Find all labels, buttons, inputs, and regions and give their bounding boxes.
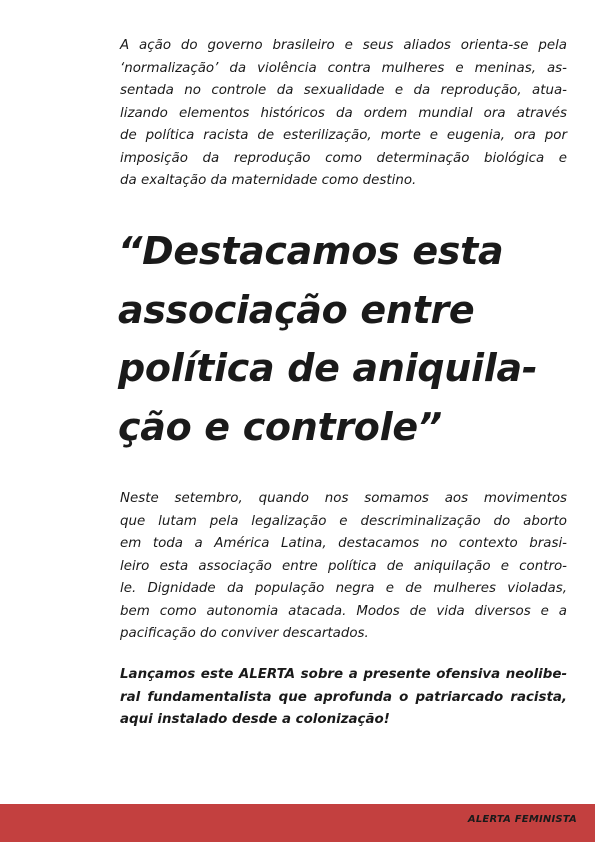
closing-paragraph bbox=[120, 664, 567, 732]
intro-line: lizando elementos históricos da ordem mundial ora através bbox=[120, 105, 567, 121]
body-line: pacificação do conviver descartados. bbox=[120, 626, 369, 641]
closing-line: Lançamos este ALERTA sobre a presente ofensiva neolibe- bbox=[120, 667, 567, 682]
body-line: em toda a América Latina, destacamos no contexto brasi- bbox=[120, 536, 567, 551]
body-line: que lutam pela legalização e descriminalização do aborto bbox=[120, 513, 567, 529]
intro-paragraph bbox=[120, 35, 567, 193]
pull-quote bbox=[118, 222, 578, 456]
body-line: le. Dignidade da população negra e de mulheres violadas, bbox=[120, 581, 567, 596]
footer-label: ALERTA FEMINISTA bbox=[467, 814, 577, 825]
pull-quote-line: ção e controle” bbox=[118, 404, 442, 449]
closing-line: ral fundamentalista que aprofunda o patriarcado racista, bbox=[120, 689, 567, 705]
body-line: bem como autonomia atacada. Modos de vida diversos e a bbox=[120, 603, 567, 619]
intro-line: imposição da reprodução como determinação biológica e bbox=[120, 150, 567, 166]
intro-line: A ação do governo brasileiro e seus aliados orienta-se pela bbox=[120, 38, 567, 53]
body-line: Neste setembro, quando nos somamos aos movimentos bbox=[120, 491, 567, 506]
pull-quote-line: política de aniquila- bbox=[118, 346, 538, 390]
pull-quote-line: associação entre bbox=[118, 287, 475, 332]
intro-line: ‘normalização’ da violência contra mulheres e meninas, as- bbox=[120, 60, 567, 76]
footer-bar bbox=[0, 804, 595, 842]
pull-quote-line: “Destacamos esta bbox=[118, 229, 504, 273]
intro-line: sentada no controle da sexualidade e da reprodução, atua- bbox=[120, 83, 567, 98]
closing-line: aqui instalado desde a colonização! bbox=[120, 712, 390, 727]
intro-line: de política racista de esterilização, morte e eugenia, ora por bbox=[120, 128, 567, 143]
body-paragraph bbox=[120, 488, 567, 646]
intro-line: da exaltação da maternidade como destino. bbox=[120, 173, 417, 188]
body-line: leiro esta associação entre política de aniquilação e contro- bbox=[120, 558, 567, 574]
